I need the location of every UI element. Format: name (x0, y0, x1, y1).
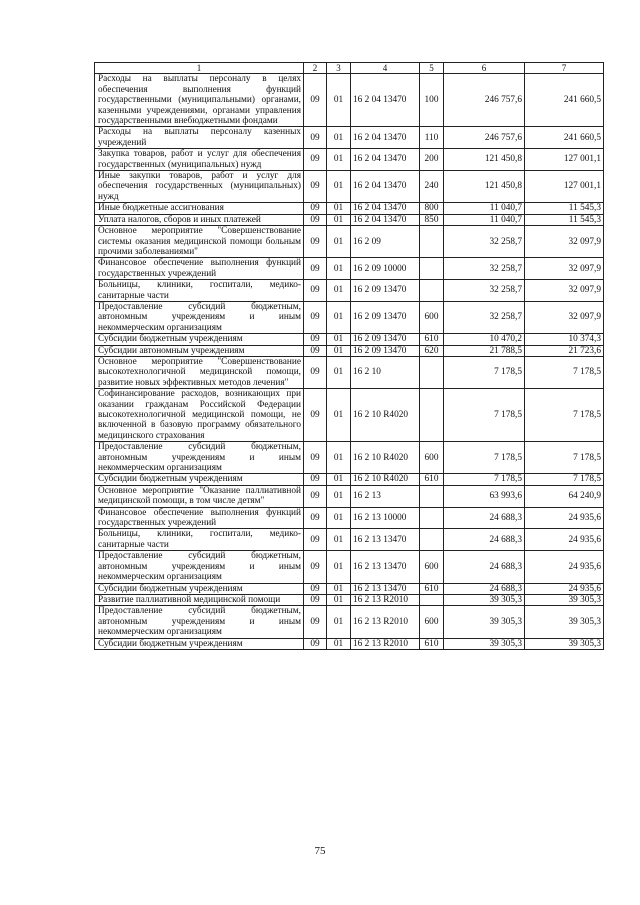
cell-name: Предоставление субсидий бюджетным, автономным учреждениям и иным некоммерческим организациям (95, 551, 304, 583)
cell-expense-type (420, 258, 444, 280)
header-cell: 5 (420, 63, 444, 74)
cell-subsection: 01 (327, 334, 351, 345)
cell-name: Субсидии бюджетным учреждениям (95, 583, 304, 594)
cell-amount-year-1: 7 178,5 (444, 474, 525, 485)
cell-amount-year-2: 32 097,9 (525, 280, 604, 302)
table-header (95, 63, 604, 74)
cell-section: 09 (304, 171, 327, 203)
cell-section: 09 (304, 529, 327, 551)
cell-amount-year-2: 7 178,5 (525, 474, 604, 485)
cell-expense-type: 600 (420, 442, 444, 474)
cell-expense-type: 200 (420, 149, 444, 171)
cell-amount-year-1: 10 470,2 (444, 334, 525, 345)
cell-amount-year-2: 11 545,3 (525, 214, 604, 225)
cell-amount-year-1: 7 178,5 (444, 442, 525, 474)
cell-amount-year-2: 10 374,3 (525, 334, 604, 345)
table-row (95, 301, 604, 333)
cell-subsection: 01 (327, 258, 351, 280)
cell-amount-year-2: 24 935,6 (525, 551, 604, 583)
cell-target-code: 16 2 09 13470 (351, 345, 420, 356)
cell-amount-year-2: 24 935,6 (525, 529, 604, 551)
cell-amount-year-1: 39 305,3 (444, 594, 525, 605)
cell-amount-year-2: 7 178,5 (525, 442, 604, 474)
cell-name: Уплата налогов, сборов и иных платежей (95, 214, 304, 225)
table-row (95, 442, 604, 474)
cell-expense-type: 610 (420, 638, 444, 649)
cell-section: 09 (304, 442, 327, 474)
table-row (95, 74, 604, 127)
cell-expense-type: 100 (420, 74, 444, 127)
cell-amount-year-1: 63 993,6 (444, 485, 525, 507)
cell-target-code: 16 2 13 R2010 (351, 594, 420, 605)
cell-section: 09 (304, 345, 327, 356)
cell-amount-year-2: 32 097,9 (525, 301, 604, 333)
cell-target-code: 16 2 09 13470 (351, 301, 420, 333)
cell-expense-type: 610 (420, 583, 444, 594)
cell-amount-year-2: 64 240,9 (525, 485, 604, 507)
cell-amount-year-1: 24 688,3 (444, 529, 525, 551)
cell-name: Основное мероприятие "Совершенствование высокотехнологичной медицинской помощи, развитие новых эффективных методов лечения" (95, 356, 304, 388)
cell-name: Расходы на выплаты персоналу в целях обеспечения выполнения функций государственными (муниципальными) органами, казенными учреждениями, органами управления государственными внебюджетными фондами (95, 74, 304, 127)
cell-name: Субсидии автономным учреждениям (95, 345, 304, 356)
cell-section: 09 (304, 203, 327, 214)
cell-subsection: 01 (327, 280, 351, 302)
cell-name: Основное мероприятие "Оказание паллиативной медицинской помощи, в том числе детям" (95, 485, 304, 507)
cell-amount-year-1: 39 305,3 (444, 638, 525, 649)
table-row (95, 529, 604, 551)
cell-amount-year-2: 127 001,1 (525, 149, 604, 171)
cell-expense-type: 850 (420, 214, 444, 225)
cell-subsection: 01 (327, 529, 351, 551)
header-cell: 2 (304, 63, 327, 74)
cell-amount-year-1: 32 258,7 (444, 258, 525, 280)
cell-name: Предоставление субсидий бюджетным, автономным учреждениям и иным некоммерческим организациям (95, 301, 304, 333)
cell-target-code: 16 2 04 13470 (351, 203, 420, 214)
cell-target-code: 16 2 13 R2010 (351, 606, 420, 638)
cell-name: Иные закупки товаров, работ и услуг для обеспечения государственных (муниципальных) нужд (95, 171, 304, 203)
cell-expense-type (420, 529, 444, 551)
cell-amount-year-1: 7 178,5 (444, 389, 525, 442)
cell-subsection: 01 (327, 442, 351, 474)
cell-section: 09 (304, 74, 327, 127)
table-row (95, 594, 604, 605)
cell-subsection: 01 (327, 226, 351, 258)
cell-section: 09 (304, 474, 327, 485)
header-cell: 7 (525, 63, 604, 74)
cell-expense-type: 800 (420, 203, 444, 214)
header-cell: 4 (351, 63, 420, 74)
cell-expense-type: 620 (420, 345, 444, 356)
cell-amount-year-2: 24 935,6 (525, 583, 604, 594)
table-body (95, 74, 604, 650)
cell-section: 09 (304, 551, 327, 583)
cell-expense-type: 240 (420, 171, 444, 203)
cell-section: 09 (304, 594, 327, 605)
cell-subsection: 01 (327, 74, 351, 127)
table-row (95, 474, 604, 485)
cell-name: Закупка товаров, работ и услуг для обеспечения государственных (муниципальных) нужд (95, 149, 304, 171)
cell-name: Финансовое обеспечение выполнения функций государственных учреждений (95, 507, 304, 529)
cell-target-code: 16 2 10 R4020 (351, 442, 420, 474)
cell-name: Финансовое обеспечение выполнения функций государственных учреждений (95, 258, 304, 280)
cell-expense-type: 110 (420, 127, 444, 149)
cell-target-code: 16 2 13 13470 (351, 583, 420, 594)
budget-table (94, 62, 604, 650)
cell-target-code: 16 2 10 (351, 356, 420, 388)
cell-section: 09 (304, 334, 327, 345)
cell-expense-type: 600 (420, 551, 444, 583)
cell-section: 09 (304, 258, 327, 280)
cell-section: 09 (304, 127, 327, 149)
cell-section: 09 (304, 606, 327, 638)
table-row (95, 280, 604, 302)
cell-subsection: 01 (327, 127, 351, 149)
cell-section: 09 (304, 389, 327, 442)
cell-amount-year-2: 127 001,1 (525, 171, 604, 203)
cell-amount-year-1: 121 450,8 (444, 149, 525, 171)
cell-name: Субсидии бюджетным учреждениям (95, 474, 304, 485)
table-row (95, 171, 604, 203)
cell-section: 09 (304, 280, 327, 302)
cell-amount-year-2: 11 545,3 (525, 203, 604, 214)
cell-section: 09 (304, 226, 327, 258)
cell-subsection: 01 (327, 638, 351, 649)
cell-amount-year-1: 24 688,3 (444, 507, 525, 529)
cell-expense-type (420, 507, 444, 529)
cell-subsection: 01 (327, 171, 351, 203)
cell-target-code: 16 2 13 R2010 (351, 638, 420, 649)
cell-target-code: 16 2 13 13470 (351, 551, 420, 583)
cell-subsection: 01 (327, 203, 351, 214)
cell-amount-year-1: 24 688,3 (444, 583, 525, 594)
cell-name: Субсидии бюджетным учреждениям (95, 334, 304, 345)
cell-expense-type (420, 485, 444, 507)
cell-name: Софинансирование расходов, возникающих при оказании гражданам Российской Федерации высокотехнологичной медицинской помощи, не включенной в базовую программу обязательного медицинского страхования (95, 389, 304, 442)
header-cell: 3 (327, 63, 351, 74)
cell-section: 09 (304, 214, 327, 225)
table-row (95, 345, 604, 356)
cell-subsection: 01 (327, 507, 351, 529)
table-row (95, 334, 604, 345)
table-row (95, 127, 604, 149)
cell-target-code: 16 2 09 13470 (351, 280, 420, 302)
cell-name: Предоставление субсидий бюджетным, автономным учреждениям и иным некоммерческим организациям (95, 606, 304, 638)
cell-section: 09 (304, 485, 327, 507)
cell-target-code: 16 2 04 13470 (351, 149, 420, 171)
cell-section: 09 (304, 356, 327, 388)
cell-expense-type (420, 389, 444, 442)
cell-name: Развитие паллиативной медицинской помощи (95, 594, 304, 605)
table-row (95, 226, 604, 258)
cell-amount-year-2: 39 305,3 (525, 606, 604, 638)
cell-expense-type (420, 356, 444, 388)
cell-target-code: 16 2 13 10000 (351, 507, 420, 529)
cell-name: Иные бюджетные ассигнования (95, 203, 304, 214)
cell-name: Предоставление субсидий бюджетным, автономным учреждениям и иным некоммерческим организациям (95, 442, 304, 474)
cell-subsection: 01 (327, 594, 351, 605)
cell-amount-year-2: 241 660,5 (525, 127, 604, 149)
cell-amount-year-2: 39 305,3 (525, 594, 604, 605)
cell-amount-year-1: 32 258,7 (444, 301, 525, 333)
cell-amount-year-1: 21 788,5 (444, 345, 525, 356)
table-row (95, 551, 604, 583)
cell-target-code: 16 2 09 10000 (351, 258, 420, 280)
table-row (95, 203, 604, 214)
cell-expense-type (420, 594, 444, 605)
cell-section: 09 (304, 638, 327, 649)
table-row (95, 638, 604, 649)
cell-amount-year-2: 32 097,9 (525, 226, 604, 258)
cell-subsection: 01 (327, 551, 351, 583)
cell-expense-type: 600 (420, 301, 444, 333)
cell-amount-year-2: 21 723,6 (525, 345, 604, 356)
cell-target-code: 16 2 10 R4020 (351, 389, 420, 442)
cell-amount-year-1: 246 757,6 (444, 74, 525, 127)
table-row (95, 583, 604, 594)
cell-name: Субсидии бюджетным учреждениям (95, 638, 304, 649)
cell-name: Основное мероприятие "Совершенствование системы оказания медицинской помощи больным прочими заболеваниями" (95, 226, 304, 258)
cell-target-code: 16 2 04 13470 (351, 214, 420, 225)
cell-amount-year-2: 241 660,5 (525, 74, 604, 127)
cell-target-code: 16 2 09 (351, 226, 420, 258)
cell-amount-year-1: 11 040,7 (444, 214, 525, 225)
cell-amount-year-1: 121 450,8 (444, 171, 525, 203)
cell-section: 09 (304, 301, 327, 333)
table-row (95, 485, 604, 507)
cell-target-code: 16 2 04 13470 (351, 127, 420, 149)
cell-subsection: 01 (327, 474, 351, 485)
page-number: 75 (314, 845, 326, 857)
table-row (95, 356, 604, 388)
cell-target-code: 16 2 09 13470 (351, 334, 420, 345)
cell-subsection: 01 (327, 149, 351, 171)
cell-target-code: 16 2 04 13470 (351, 171, 420, 203)
cell-target-code: 16 2 04 13470 (351, 74, 420, 127)
cell-amount-year-2: 7 178,5 (525, 389, 604, 442)
cell-target-code: 16 2 13 13470 (351, 529, 420, 551)
cell-expense-type: 610 (420, 474, 444, 485)
cell-name: Расходы на выплаты персоналу казенных учреждений (95, 127, 304, 149)
cell-amount-year-1: 24 688,3 (444, 551, 525, 583)
cell-amount-year-1: 11 040,7 (444, 203, 525, 214)
table-row (95, 606, 604, 638)
cell-amount-year-1: 32 258,7 (444, 280, 525, 302)
cell-expense-type: 610 (420, 334, 444, 345)
cell-expense-type (420, 226, 444, 258)
cell-expense-type: 600 (420, 606, 444, 638)
cell-subsection: 01 (327, 345, 351, 356)
cell-subsection: 01 (327, 214, 351, 225)
header-cell: 1 (95, 63, 304, 74)
cell-section: 09 (304, 583, 327, 594)
header-cell: 6 (444, 63, 525, 74)
cell-subsection: 01 (327, 606, 351, 638)
header-row (95, 63, 604, 74)
table-row (95, 507, 604, 529)
table-row (95, 389, 604, 442)
cell-section: 09 (304, 149, 327, 171)
cell-amount-year-1: 39 305,3 (444, 606, 525, 638)
cell-amount-year-1: 7 178,5 (444, 356, 525, 388)
cell-section: 09 (304, 507, 327, 529)
cell-name: Больницы, клиники, госпитали, медико-санитарные части (95, 529, 304, 551)
cell-amount-year-2: 39 305,3 (525, 638, 604, 649)
table-row (95, 214, 604, 225)
cell-amount-year-2: 24 935,6 (525, 507, 604, 529)
cell-amount-year-2: 32 097,9 (525, 258, 604, 280)
cell-subsection: 01 (327, 583, 351, 594)
cell-subsection: 01 (327, 485, 351, 507)
cell-amount-year-1: 32 258,7 (444, 226, 525, 258)
cell-subsection: 01 (327, 301, 351, 333)
cell-amount-year-2: 7 178,5 (525, 356, 604, 388)
cell-target-code: 16 2 10 R4020 (351, 474, 420, 485)
cell-target-code: 16 2 13 (351, 485, 420, 507)
table-row (95, 258, 604, 280)
cell-amount-year-1: 246 757,6 (444, 127, 525, 149)
table-row (95, 149, 604, 171)
cell-name: Больницы, клиники, госпитали, медико-санитарные части (95, 280, 304, 302)
cell-subsection: 01 (327, 389, 351, 442)
cell-expense-type (420, 280, 444, 302)
cell-subsection: 01 (327, 356, 351, 388)
